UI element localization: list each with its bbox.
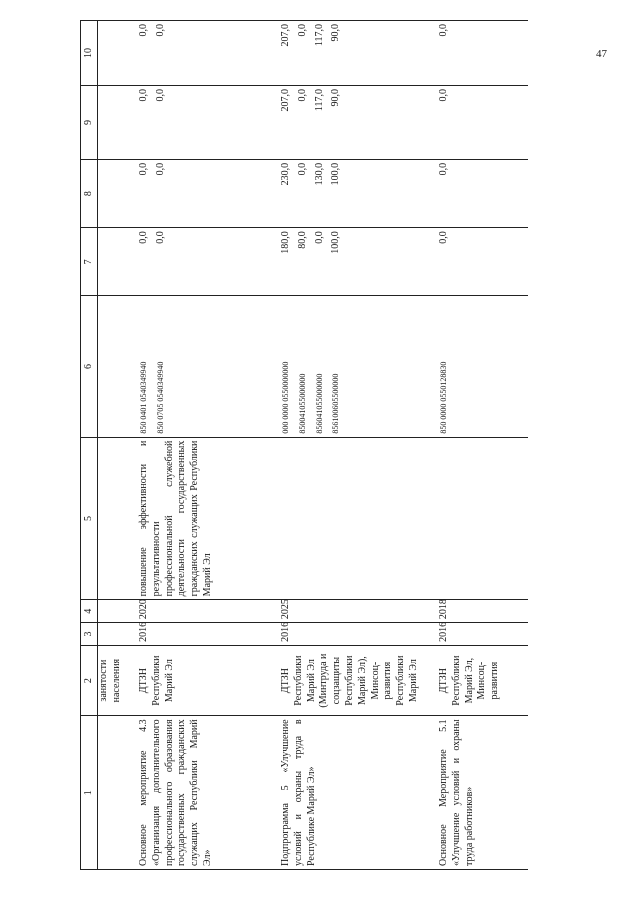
value: 230,0 <box>280 162 291 186</box>
value-col10 <box>438 21 528 86</box>
value: 0,0 <box>438 162 449 176</box>
expected-result <box>438 437 528 600</box>
value: 90,0 <box>330 88 342 107</box>
value: 100,0 <box>330 231 342 254</box>
col-header: 4 <box>81 600 98 623</box>
value: 207,0 <box>280 88 291 112</box>
value: 0,0 <box>138 231 149 244</box>
value: 90,0 <box>330 24 342 42</box>
value-col9 <box>280 85 438 159</box>
value: 0,0 <box>154 88 166 102</box>
col-header: 2 <box>81 645 98 716</box>
expected-result: повышение эффективности и результативности профессиональной служебной деятельности государственных гражданских служащих Республики Марий Эл <box>138 437 280 600</box>
col-header: 10 <box>81 21 98 86</box>
value: 0,0 <box>138 162 149 176</box>
value-col7 <box>138 228 280 296</box>
start-year: 2016 <box>438 623 528 646</box>
end-year: 2018 <box>438 600 528 623</box>
budget-code: 856100605500000 <box>331 373 341 434</box>
executor-cell: занятости населения <box>98 645 139 716</box>
value: 0,0 <box>154 24 166 37</box>
value-col8 <box>280 159 438 227</box>
value: 0,0 <box>438 88 449 102</box>
budget-code: 856041055000000 <box>314 373 324 434</box>
start-year: 2016 <box>138 623 280 646</box>
value-col10 <box>138 21 280 86</box>
measure-name: Основное мероприятие 4.3 «Организация дополнительного профессионального образования государственных гражданских служащих Республики Марий Эл» <box>138 716 280 870</box>
value: 130,0 <box>313 162 325 186</box>
value: 0,0 <box>438 231 449 244</box>
value-col8 <box>438 159 528 227</box>
value: 117,0 <box>313 24 325 47</box>
value: 0,0 <box>296 88 308 102</box>
value: 0,0 <box>138 24 149 37</box>
rotated-table-area <box>80 20 580 870</box>
continuation-row <box>98 21 139 870</box>
value: 207,0 <box>280 24 291 47</box>
value: 0,0 <box>296 162 308 176</box>
start-year: 2016 <box>280 623 438 646</box>
table-row <box>280 21 438 870</box>
value: 80,0 <box>296 231 308 249</box>
col-header: 5 <box>81 437 98 600</box>
executor-cell: ДТЗН Республики Марий Эл (Минтруда и соцзащиты Республики Марий Эл), Минсоц-развития Республики Марий Эл <box>280 645 438 716</box>
page-number: 47 <box>596 48 607 60</box>
col-header: 7 <box>81 228 98 296</box>
budget-table <box>80 20 528 870</box>
value-col9 <box>138 85 280 159</box>
budget-codes <box>280 296 438 437</box>
budget-code: 850041055000000 <box>297 373 307 434</box>
executor-cell: ДТЗН Республики Марий Эл <box>138 645 280 716</box>
budget-codes <box>438 296 528 437</box>
table-row <box>438 21 528 870</box>
col-header: 6 <box>81 296 98 437</box>
value: 0,0 <box>138 88 149 102</box>
value-col10 <box>280 21 438 86</box>
executor-cell: ДТЗН Республики Марий Эл, Минсоц-развития <box>438 645 528 716</box>
col-header: 1 <box>81 716 98 870</box>
measure-name: Основное Мероприятие 5.1 «Улучшение условий и охраны труда работников» <box>438 716 528 870</box>
col-header: 8 <box>81 159 98 227</box>
value: 0,0 <box>154 231 166 244</box>
column-number-row <box>81 21 98 870</box>
value: 100,0 <box>330 162 342 186</box>
budget-code: 000 0000 0550000000 <box>281 361 290 434</box>
measure-name: Подпрограмма 5 «Улучшение условий и охраны труда в Республике Марий Эл» <box>280 716 438 870</box>
budget-codes <box>138 296 280 437</box>
end-year: 2025 <box>280 600 438 623</box>
value-col9 <box>438 85 528 159</box>
value-col7 <box>438 228 528 296</box>
value: 0,0 <box>296 24 308 37</box>
table-row <box>138 21 280 870</box>
col-header: 3 <box>81 623 98 646</box>
budget-code: 850 0705 0540349940 <box>155 361 165 434</box>
end-year: 2020 <box>138 600 280 623</box>
value-col8 <box>138 159 280 227</box>
value: 180,0 <box>280 231 291 254</box>
budget-code: 850 0000 0550128830 <box>439 361 448 434</box>
budget-code: 850 0401 0540349940 <box>139 361 148 434</box>
col-header: 9 <box>81 85 98 159</box>
value: 0,0 <box>438 24 449 37</box>
value-col7 <box>280 228 438 296</box>
expected-result <box>280 437 438 600</box>
value: 0,0 <box>154 162 166 176</box>
value: 0,0 <box>313 231 325 244</box>
value: 117,0 <box>313 88 325 112</box>
